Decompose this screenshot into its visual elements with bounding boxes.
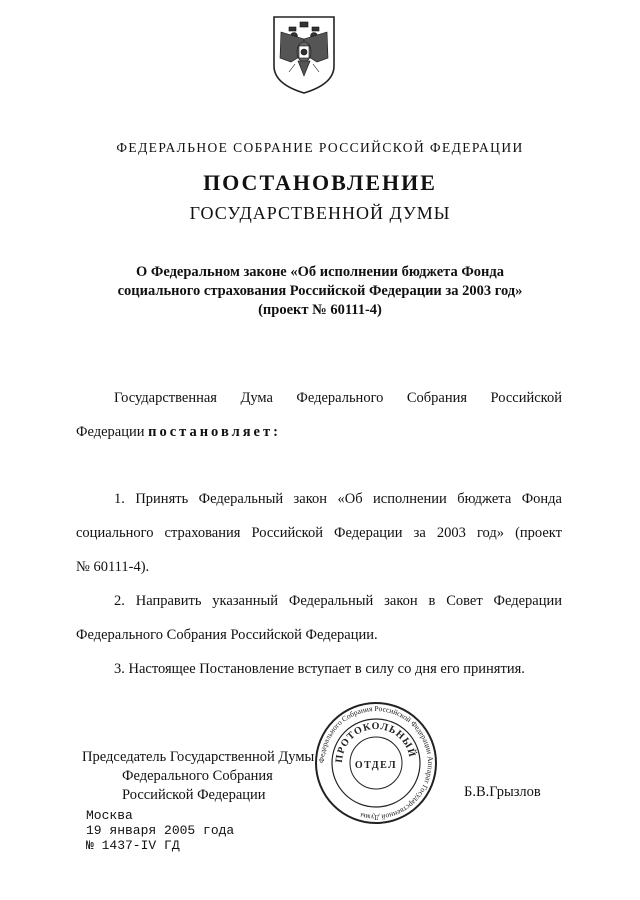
subject-line: социального страхования Российской Федерации за 2003 год» bbox=[117, 283, 523, 299]
item-1-line: социального страхования Российской Федерации за 2003 год» (проект bbox=[76, 525, 562, 541]
subject-line: (проект № 60111-4) bbox=[258, 302, 382, 318]
signature-title-line: Федерального Собрания bbox=[122, 768, 273, 784]
document-number: № 1437-IV ГД bbox=[86, 838, 180, 853]
document-subtype: ГОСУДАРСТВЕННОЙ ДУМЫ bbox=[189, 203, 451, 223]
item-2-line: 2. Направить указанный Федеральный закон в Совет Федерации bbox=[114, 593, 562, 609]
issuance-date: 19 января 2005 года bbox=[86, 823, 235, 838]
subject-line: О Федеральном законе «Об исполнении бюджета Фонда bbox=[136, 264, 504, 280]
issuance-details bbox=[86, 808, 234, 853]
preamble-line bbox=[76, 424, 281, 441]
issuance-city: Москва bbox=[86, 808, 133, 823]
signature-title bbox=[82, 748, 314, 805]
item-3-line: 3. Настоящее Постановление вступает в силу со дня его принятия. bbox=[114, 661, 525, 677]
preamble-decree-word: постановляет: bbox=[148, 424, 281, 440]
resolution-subject bbox=[0, 263, 640, 320]
round-seal-stamp-icon bbox=[313, 700, 439, 826]
item-1-line: № 60111-4). bbox=[76, 559, 150, 575]
stamp-center-text: ОТДЕЛ bbox=[354, 760, 398, 771]
item-2-line: Федерального Собрания Российской Федерации. bbox=[76, 627, 378, 643]
parliament-name: ФЕДЕРАЛЬНОЕ СОБРАНИЕ РОССИЙСКОЙ ФЕДЕРАЦИИ bbox=[116, 140, 524, 155]
signature-title-line: Российской Федерации bbox=[122, 787, 266, 803]
stamp-inner-text: ПРОТОКОЛЬНЫЙ bbox=[333, 720, 418, 764]
signer-name: Б.В.Грызлов bbox=[464, 784, 541, 800]
signature-title-line: Председатель Государственной Думы bbox=[82, 749, 315, 765]
stamp-outer-text: Федерального Собрания Российской Федерации Аппарат Государственной Думы bbox=[316, 703, 436, 823]
item-1-line: 1. Принять Федеральный закон «Об исполнении бюджета Фонда bbox=[114, 491, 562, 507]
document-type: ПОСТАНОВЛЕНИЕ bbox=[203, 170, 437, 195]
russian-coat-of-arms-icon bbox=[271, 14, 337, 96]
svg-text:ПРОТОКОЛЬНЫЙ bbox=[334, 721, 419, 763]
preamble-line: Государственная Дума Федерального Собрания Российской bbox=[114, 390, 562, 406]
preamble-prefix: Федерации bbox=[76, 424, 145, 440]
